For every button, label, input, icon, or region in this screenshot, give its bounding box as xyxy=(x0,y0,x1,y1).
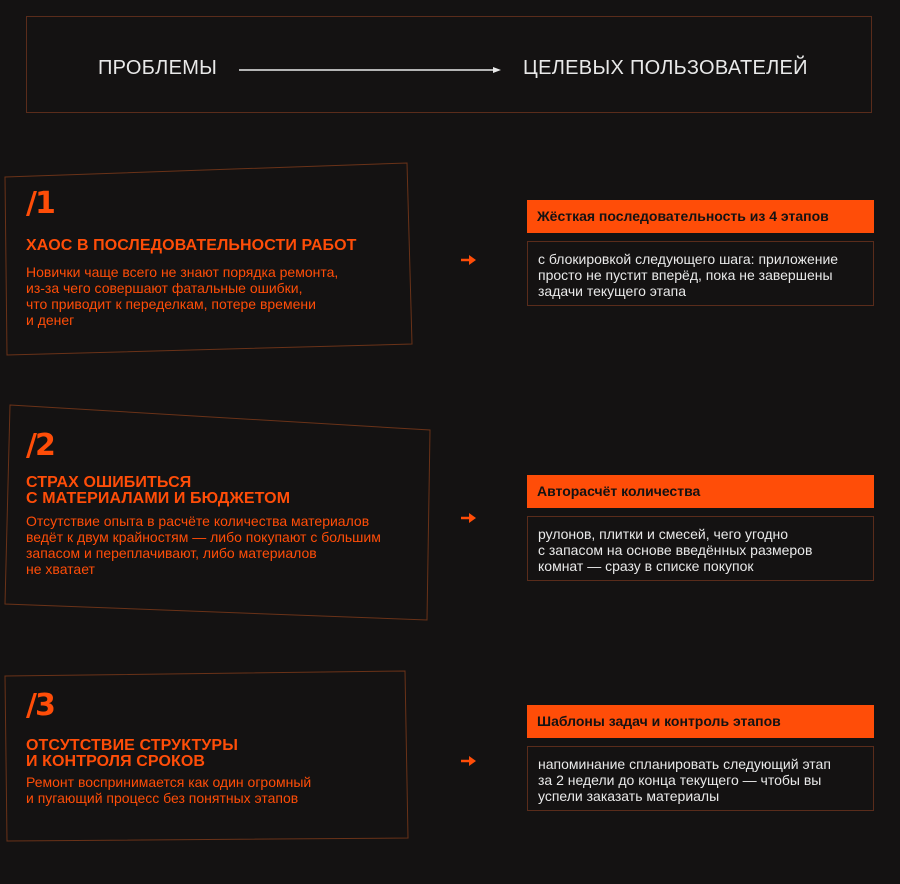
arrow-right-icon xyxy=(461,512,477,524)
problem-3-title: ОТСУТСТВИЕ СТРУКТУРЫ И КОНТРОЛЯ СРОКОВ xyxy=(26,737,238,770)
problem-3-number: /3 xyxy=(26,688,54,723)
header-box xyxy=(26,16,872,113)
problem-2-title: СТРАХ ОШИБИТЬСЯ С МАТЕРИАЛАМИ И БЮДЖЕТОМ xyxy=(26,474,291,507)
solution-3-title: Шаблоны задач и контроль этапов xyxy=(527,705,874,738)
long-arrow-right-icon xyxy=(239,67,501,73)
problem-2-description: Отсутствие опыта в расчёте количества материалов ведёт к двум крайностям — либо покупают с большим запасом и переплачивают, либо материалов не хватает xyxy=(26,513,381,577)
header-users-label: ЦЕЛЕВЫХ ПОЛЬЗОВАТЕЛЕЙ xyxy=(523,57,808,79)
problem-3-description: Ремонт воспринимается как один огромный и пугающий процесс без понятных этапов xyxy=(26,774,312,806)
problem-1-number: /1 xyxy=(26,186,54,221)
problem-1-title: ХАОС В ПОСЛЕДОВАТЕЛЬНОСТИ РАБОТ xyxy=(26,237,357,254)
solution-1-title: Жёсткая последовательность из 4 этапов xyxy=(527,200,874,233)
solution-1-text: с блокировкой следующего шага: приложение просто не пустит вперёд, пока не завершены задачи текущего этапа xyxy=(527,241,874,306)
problem-1-frame xyxy=(0,160,420,360)
problem-2-number: /2 xyxy=(26,428,54,463)
arrow-right-icon xyxy=(461,755,477,767)
problem-1-description: Новички чаще всего не знают порядка ремонта, из-за чего совершают фатальные ошибки, что приводит к переделкам, потере времени и денег xyxy=(26,264,339,328)
arrow-right-icon xyxy=(461,254,477,266)
solution-2-title: Авторасчёт количества xyxy=(527,475,874,508)
solution-2-text: рулонов, плитки и смесей, чего угодно с запасом на основе введённых размеров комнат — сразу в списке покупок xyxy=(527,516,874,581)
header-problems-label: ПРОБЛЕМЫ xyxy=(98,57,218,79)
solution-3-text: напоминание спланировать следующий этап за 2 недели до конца текущего — чтобы вы успели заказать материалы xyxy=(527,746,874,811)
